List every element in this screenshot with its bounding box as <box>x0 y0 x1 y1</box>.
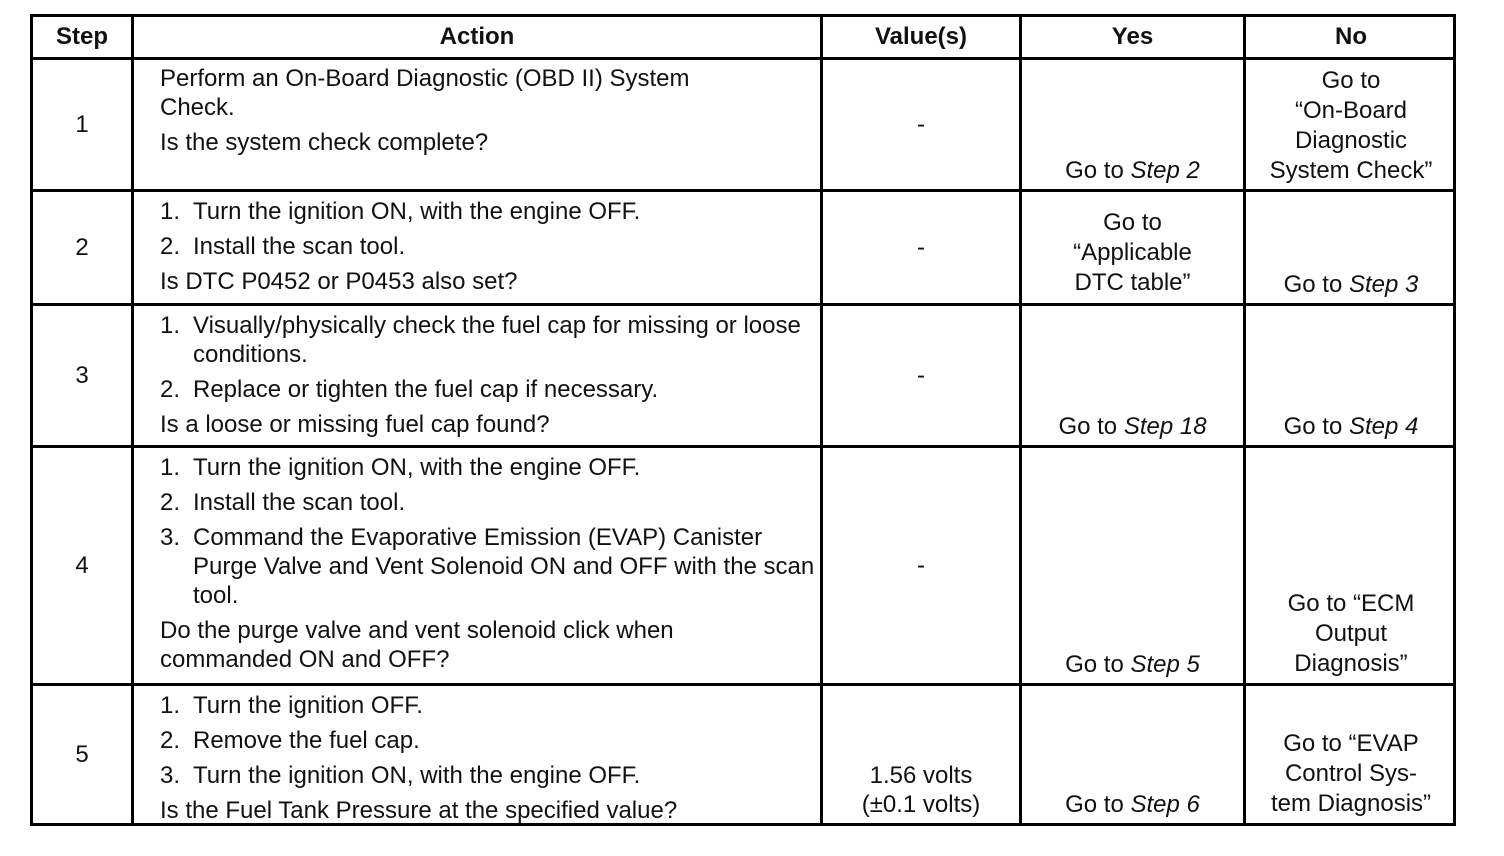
value-text: (±0.1 volts) <box>861 791 981 818</box>
action-item: Command the Evaporative Emission (EVAP) Canister Purge Valve and Vent Solenoid ON and OFF with the scan tool. <box>193 524 815 609</box>
value-text: - <box>917 234 925 261</box>
header-yes: Yes <box>1111 23 1154 50</box>
header-values: Value(s) <box>874 23 968 50</box>
no-text: Go to “EVAP <box>1283 730 1419 757</box>
row-1-step <box>33 60 131 189</box>
action-item: Turn the ignition ON, with the engine OFF. <box>193 454 641 481</box>
item-number: 1. <box>160 454 181 481</box>
step-number: 1 <box>75 111 89 138</box>
row-4-no <box>1246 448 1456 683</box>
row-4-yes <box>1022 448 1243 683</box>
value-text: - <box>917 552 925 579</box>
action-question: Is a loose or missing fuel cap found? <box>160 411 550 438</box>
no-text: Go to “ECM <box>1287 590 1415 617</box>
action-question: Is DTC P0452 or P0453 also set? <box>160 268 518 295</box>
row-4-value <box>823 448 1019 683</box>
row-2-action <box>134 197 820 303</box>
yes-text: Go to <box>1065 791 1131 818</box>
row-1-no <box>1246 66 1456 189</box>
header-action: Action <box>439 23 515 50</box>
action-item: Remove the fuel cap. <box>193 727 420 754</box>
yes-text: Go to <box>1058 413 1124 440</box>
value-text: 1.56 volts <box>869 762 973 789</box>
no-text: Diagnosis” <box>1294 650 1408 677</box>
action-question: Is the system check complete? <box>160 129 489 156</box>
row-2-yes <box>1022 208 1243 303</box>
action-item: Install the scan tool. <box>193 489 406 516</box>
step-number: 5 <box>75 741 89 768</box>
no-step-ref: Step 3 <box>1348 271 1419 298</box>
yes-text: Go to <box>1065 157 1131 184</box>
no-text: Diagnostic <box>1294 127 1408 154</box>
no-text: Go to <box>1283 413 1349 440</box>
step-number: 2 <box>75 234 89 261</box>
row-5-value <box>823 686 1019 823</box>
action-item: Turn the ignition OFF. <box>193 692 423 719</box>
action-item: Install the scan tool. <box>193 233 406 260</box>
row-3-value <box>823 306 1019 445</box>
item-number: 1. <box>160 198 181 225</box>
row-2-step <box>33 192 131 303</box>
action-item: Turn the ignition ON, with the engine OFF. <box>193 762 641 789</box>
row-2-value <box>823 192 1019 303</box>
header-no: No <box>1335 23 1367 50</box>
row-3-action <box>134 311 820 445</box>
yes-step-ref: Step 2 <box>1130 157 1200 184</box>
no-text: Go to <box>1321 67 1381 94</box>
no-text: Output <box>1314 620 1388 647</box>
no-text: System Check” <box>1269 157 1433 184</box>
item-number: 3. <box>160 524 181 551</box>
step-number: 4 <box>75 552 89 579</box>
action-item: Replace or tighten the fuel cap if necessary. <box>193 376 659 403</box>
action-text: Check. <box>160 94 235 121</box>
value-text: - <box>917 362 925 389</box>
row-1-action <box>134 64 820 189</box>
yes-text: Go to <box>1103 209 1162 236</box>
row-5-no <box>1246 686 1456 823</box>
no-step-ref: Step 4 <box>1348 413 1419 440</box>
item-number: 2. <box>160 489 181 516</box>
yes-step-ref: Step 6 <box>1130 791 1200 818</box>
yes-step-ref: Step 18 <box>1123 413 1207 440</box>
row-5-action <box>134 691 820 823</box>
diagnostic-table <box>30 14 1456 826</box>
row-3-step <box>33 306 131 445</box>
value-text: - <box>917 111 925 138</box>
yes-text: Go to <box>1065 651 1131 678</box>
row-1-yes <box>1022 60 1243 189</box>
row-4-action <box>134 453 820 683</box>
yes-text: “Applicable <box>1073 239 1192 266</box>
row-4-step <box>33 448 131 683</box>
item-number: 2. <box>160 727 181 754</box>
row-1-value <box>823 60 1019 189</box>
no-text: “On-Board <box>1294 97 1408 124</box>
divider <box>33 189 1453 192</box>
step-number: 3 <box>75 362 89 389</box>
row-3-no <box>1246 306 1456 445</box>
action-item: Visually/physically check the fuel cap for missing or loose conditions. <box>193 312 801 368</box>
action-item: Turn the ignition ON, with the engine OFF. <box>193 198 641 225</box>
action-text: Perform an On-Board Diagnostic (OBD II) System <box>160 65 690 92</box>
action-question: Is the Fuel Tank Pressure at the specified value? <box>160 797 678 824</box>
yes-step-ref: Step 5 <box>1130 651 1200 678</box>
item-number: 1. <box>160 692 181 719</box>
row-5-step <box>33 686 131 823</box>
item-number: 1. <box>160 312 181 339</box>
no-text: Control Sys- <box>1284 760 1418 787</box>
row-3-yes <box>1022 306 1243 445</box>
no-text: tem Diagnosis” <box>1270 790 1432 817</box>
yes-text: DTC table” <box>1074 269 1191 296</box>
row-5-yes <box>1022 686 1243 823</box>
row-2-no <box>1246 192 1456 303</box>
no-text: Go to <box>1283 271 1349 298</box>
action-question: Do the purge valve and vent solenoid click when commanded ON and OFF? <box>160 617 674 673</box>
item-number: 2. <box>160 376 181 403</box>
item-number: 3. <box>160 762 181 789</box>
item-number: 2. <box>160 233 181 260</box>
header-step: Step <box>55 23 108 50</box>
